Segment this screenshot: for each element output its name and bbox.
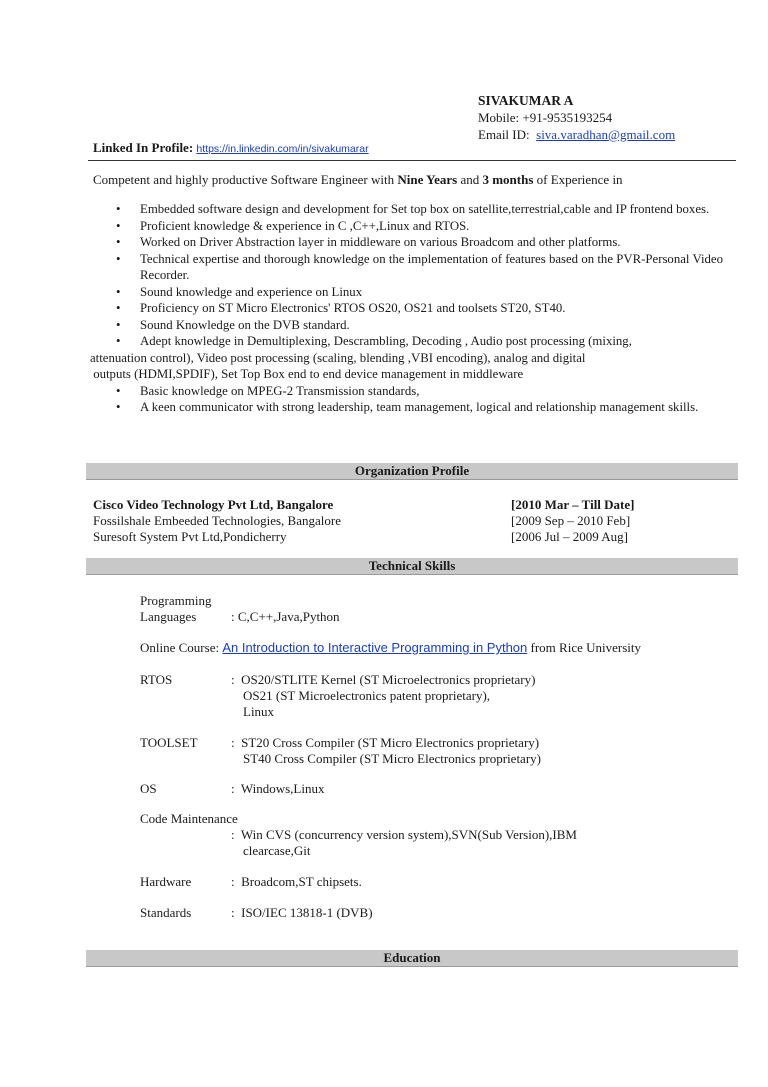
- online-course-line: [140, 640, 641, 656]
- skill-value-toolset: : ST20 Cross Compiler (ST Micro Electronics proprietary): [231, 735, 540, 750]
- summary-text: and: [457, 172, 483, 187]
- skill-value-hardware: : Broadcom,ST chipsets.: [231, 874, 362, 889]
- org-row: [93, 529, 653, 545]
- email-label: Email ID:: [478, 127, 530, 142]
- skill-label-code-maintenance: Code Maintenance: [140, 811, 238, 826]
- experience-bullets: [90, 201, 723, 416]
- org-company: Cisco Video Technology Pvt Ltd, Bangalore: [93, 497, 334, 512]
- list-item: • Proficient knowledge & experience in C ,C++,Linux and RTOS.: [116, 218, 470, 233]
- section-header-education: Education: [86, 950, 738, 967]
- skill-value-languages: : C,C++,Java,Python: [231, 609, 340, 624]
- section-header-organization: Organization Profile: [86, 463, 738, 480]
- org-row: [93, 513, 653, 529]
- list-item: • Technical expertise and thorough knowledge on the implementation of features based on the PVR-Personal Video Recorder.: [116, 251, 723, 282]
- skill-label-rtos: RTOS: [140, 672, 173, 687]
- header-divider: [88, 160, 736, 161]
- skill-value-toolset: ST40 Cross Compiler (ST Micro Electronics proprietary): [243, 751, 541, 766]
- list-item: • Worked on Driver Abstraction layer in middleware on various Broadcom and other platforms.: [116, 235, 621, 249]
- skill-label-hardware: Hardware: [140, 874, 192, 889]
- linkedin-link[interactable]: https://in.linkedin.com/in/sivakumarar: [196, 143, 369, 155]
- skill-value-code-maintenance: : Win CVS (concurrency version system),SVN(Sub Version),IBM: [231, 827, 577, 842]
- skill-value-rtos: : OS20/STLITE Kernel (ST Microelectronics proprietary): [231, 672, 536, 687]
- skill-value-rtos: Linux: [243, 704, 275, 719]
- list-item: • Proficiency on ST Micro Electronics' RTOS OS20, OS21 and toolsets ST20, ST40.: [116, 301, 566, 315]
- list-item-continuation: outputs (HDMI,SPDIF), Set Top Box end to end device management in middleware: [90, 367, 524, 381]
- skill-label-os: OS: [140, 781, 157, 796]
- linkedin-line: [93, 140, 369, 156]
- skill-value-os: : Windows,Linux: [231, 781, 325, 796]
- summary-line: [93, 172, 623, 188]
- org-company: Suresoft System Pvt Ltd,Pondicherry: [93, 529, 287, 544]
- list-item: • Basic knowledge on MPEG-2 Transmission standards,: [116, 383, 420, 398]
- summary-years: Nine Years: [397, 172, 458, 187]
- mobile-number: Mobile: +91-9535193254: [478, 110, 613, 125]
- email-line: [478, 126, 675, 143]
- skill-label-programming: Programming: [140, 593, 212, 608]
- summary-text: Competent and highly productive Software Engineer with: [93, 172, 398, 187]
- course-label: Online Course:: [140, 640, 223, 655]
- org-row: [93, 497, 653, 513]
- list-item: • Embedded software design and development for Set top box on satellite,terrestrial,cable and IP frontend boxes.: [116, 202, 710, 216]
- org-dates: [2010 Mar – Till Date]: [511, 497, 635, 512]
- candidate-name: SIVAKUMAR A: [478, 93, 574, 108]
- course-link[interactable]: An Introduction to Interactive Programming in Python: [222, 640, 528, 655]
- summary-months: 3 months: [482, 172, 534, 187]
- org-dates: [2009 Sep – 2010 Feb]: [511, 513, 631, 528]
- contact-block: [478, 92, 675, 143]
- skill-value-code-maintenance: clearcase,Git: [243, 843, 311, 858]
- org-dates: [2006 Jul – 2009 Aug]: [511, 529, 628, 544]
- course-suffix: from Rice University: [527, 640, 641, 655]
- section-header-technical-skills: Technical Skills: [86, 558, 738, 575]
- summary-text: of Experience in: [533, 172, 623, 187]
- skill-value-rtos: OS21 (ST Microelectronics patent proprietary),: [243, 688, 491, 703]
- linkedin-label: Linked In Profile:: [93, 140, 194, 155]
- skill-label-toolset: TOOLSET: [140, 735, 198, 750]
- email-link[interactable]: siva.varadhan@gmail.com: [536, 127, 676, 142]
- skill-label-standards: Standards: [140, 905, 192, 920]
- list-item: • Sound knowledge and experience on Linux: [116, 284, 363, 299]
- skill-label-languages: Languages: [140, 609, 197, 624]
- list-item-continuation: attenuation control), Video post processing (scaling, blending ,VBI encoding), analog and digital: [90, 350, 586, 365]
- list-item: • Sound Knowledge on the DVB standard.: [116, 317, 350, 332]
- org-company: Fossilshale Embeeded Technologies, Bangalore: [93, 513, 341, 528]
- skill-value-standards: : ISO/IEC 13818-1 (DVB): [231, 905, 373, 920]
- list-item: • A keen communicator with strong leadership, team management, logical and relationship management skills.: [116, 400, 699, 414]
- list-item: • Adept knowledge in Demultiplexing, Descrambling, Decoding , Audio post processing (mixing,: [116, 334, 632, 348]
